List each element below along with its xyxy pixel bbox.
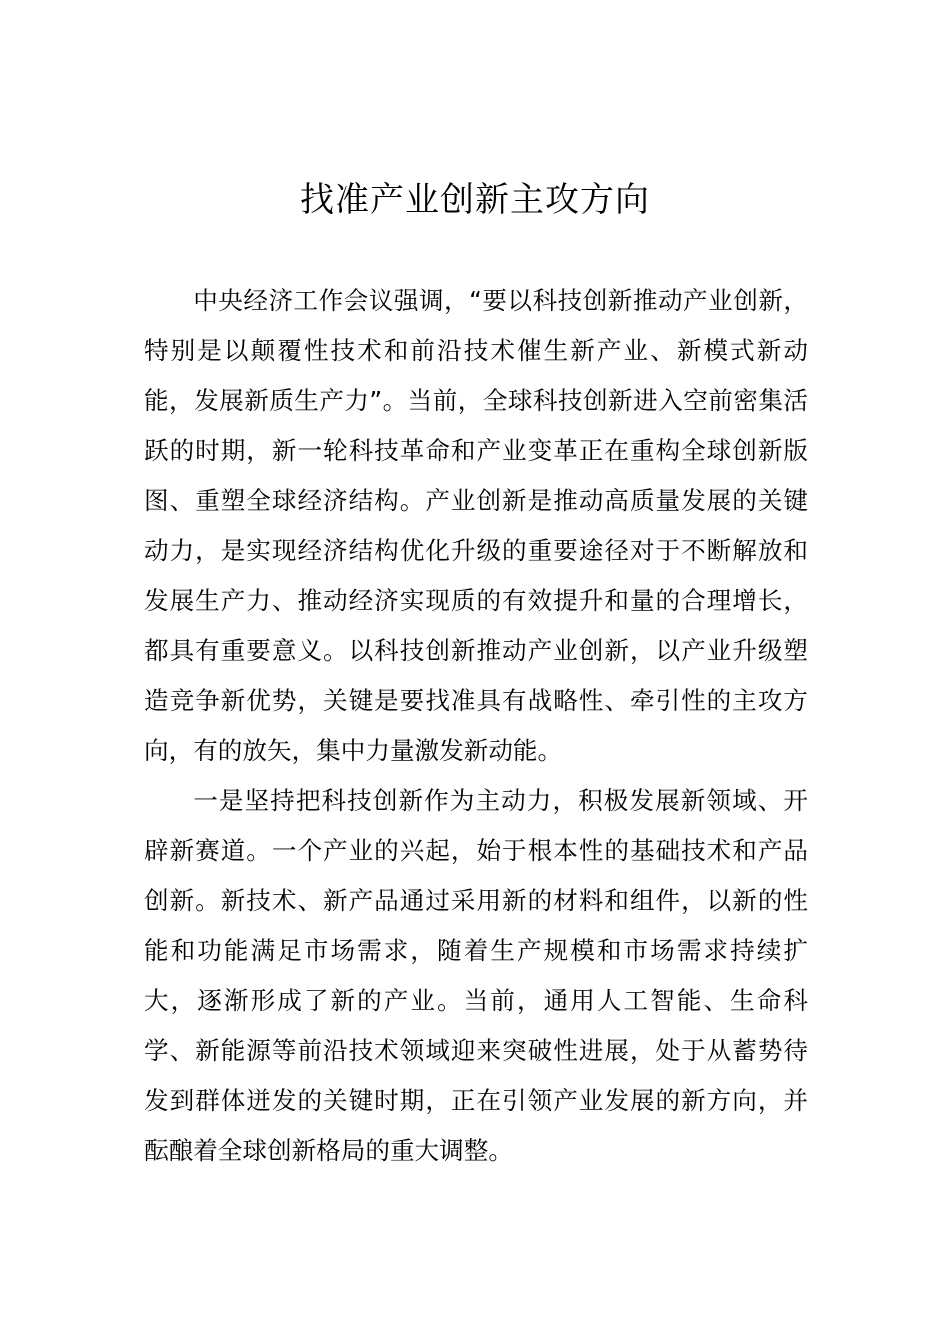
paragraph-point-one: 一是坚持把科技创新作为主动力，积极发展新领域、开辟新赛道。一个产业的兴起，始于根本性的基础技术和产品创新。新技术、新产品通过采用新的材料和组件，以新的性能和功能满足市场需求，随着生产规模和市场需求持续扩大，逐渐形成了新的产业。当前，通用人工智能、生命科学、新能源等前沿技术领域迎来突破性进展，处于从蓄势待发到群体迸发的关键时期，正在引领产业发展的新方向，并酝酿着全球创新格局的重大调整。 (144, 786, 808, 1165)
paragraph-intro: 中央经济工作会议强调，“要以科技创新推动产业创新，特别是以颠覆性技术和前沿技术催生新产业、新模式新动能，发展新质生产力”。当前，全球科技创新进入空前密集活跃的时期，新一轮科技革命和产业变革正在重构全球创新版图、重塑全球经济结构。产业创新是推动高质量发展的关键动力，是实现经济结构优化升级的重要途径对于不断解放和发展生产力、推动经济实现质的有效提升和量的合理增长，都具有重要意义。以科技创新推动产业创新，以产业升级塑造竞争新优势，关键是要找准具有战略性、牵引性的主攻方向，有的放矢，集中力量激发新动能。 (144, 286, 808, 765)
document-body (144, 276, 808, 1176)
document-title: 找准产业创新主攻方向 (300, 180, 650, 220)
